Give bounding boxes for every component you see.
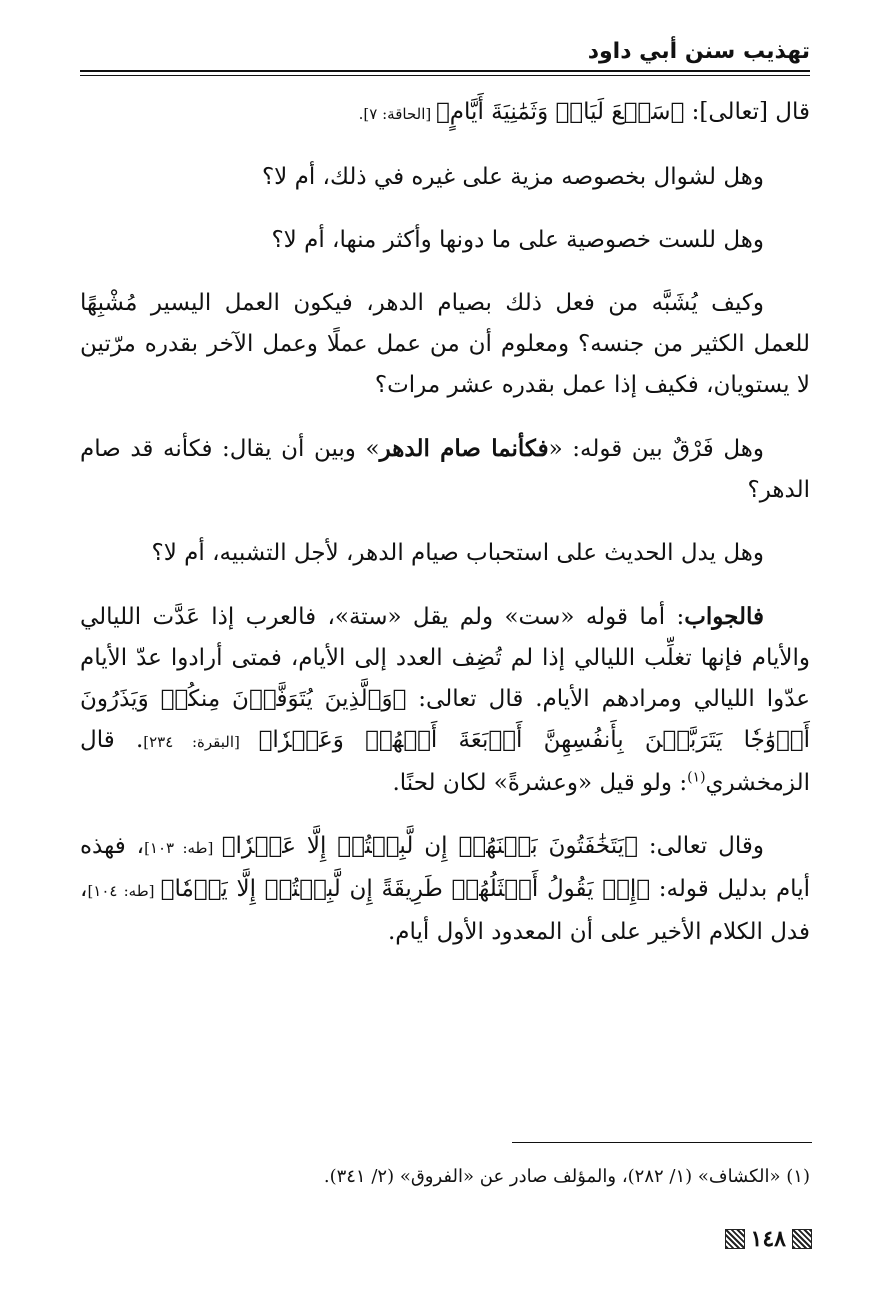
ornament-icon [792,1229,812,1249]
answer-heading: فالجواب [684,603,764,630]
text-run: ، فدل الكلام الأخير على أن المعدود الأول أيام. [80,876,810,945]
paragraph-4: وكيف يُشَبَّه من فعل ذلك بصيام الدهر، فيكون العمل اليسير مُشْبِهًا للعمل الكثير من جنسه؟ ومعلوم أن من عمل عملًا وعمل الآخر بقدره مرّتين لا يستويان، فكيف إذا عمل بقدره عشر مرات؟ [80,290,810,398]
footnote-rule [512,1142,812,1143]
page-number [725,1226,812,1252]
hadith-quote: فكأنما صام الدهر [379,435,549,462]
footnote-marker[interactable]: (١) [687,769,706,786]
paragraph-6: وهل يدل الحديث على استحباب صيام الدهر، لأجل التشبيه، أم لا؟ [151,540,764,566]
paragraph-1 [80,92,810,135]
header-rule [80,70,810,76]
verse-reference: [الحاقة: ٧]. [358,105,436,123]
quran-verse: ﴿يَتَخَٰفَتُونَ بَيۡنَهُمۡ إِن لَّبِثۡتُمۡ إِلَّا عَشۡرٗا﴾ [221,833,638,859]
quran-verse: ﴿إِذۡ يَقُولُ أَمۡثَلُهُمۡ طَرِيقَةً إِن لَّبِثۡتُمۡ إِلَّا يَوۡمٗا﴾ [160,876,651,902]
footnote-1: (١) «الكشاف» (١/ ٢٨٢)، والمؤلف صادر عن «الفروق» (٢/ ٣٤١). [323,1166,810,1187]
text-run: : ولو قيل «وعشرةً» لكان لحنًا. [392,770,688,796]
ornament-icon [725,1229,745,1249]
text-run: قال [تعالى]: [684,99,810,125]
text-run: ، فهذه أيام بدليل قوله: [80,833,810,902]
text-run: وقال تعالى: [637,833,764,859]
verse-reference: [البقرة: ٢٣٤] [143,733,259,751]
page-number-value: ١٤٨ [750,1226,786,1252]
paragraph-8 [80,826,810,953]
text-run: : أما قوله «ست» ولم يقل «ستة»، فالعرب إذا عَدَّت الليالي والأيام فإنها تغلِّب الليالي إذا لم تُضِف العدد إلى الأيام، فمتى أرادوا عدّ الأيام عدّوا الليالي ومرادهم الأيام. قال تعالى: [80,604,810,712]
quran-verse: ﴿سَبۡعَ لَيَالٖ وَثَمَٰنِيَةَ أَيَّامٍ﴾ [436,99,685,125]
paragraph-7 [80,596,810,804]
paragraph-2: وهل لشوال بخصوصه مزية على غيره في ذلك، أم لا؟ [261,164,764,190]
paragraph-3: وهل للست خصوصية على ما دونها وأكثر منها، أم لا؟ [271,227,764,253]
quran-verse: ﴿وَٱلَّذِينَ يُتَوَفَّوۡنَ مِنكُمۡ وَيَذَرُونَ أَزۡوَٰجٗا يَتَرَبَّصۡنَ بِأَنفُسِهِنَّ أَرۡبَعَةَ أَشۡهُرٖ وَعَشۡرٗا﴾ [80,686,810,753]
verse-reference: [طه: ١٠٤] [87,882,161,900]
verse-reference: [طه: ١٠٣] [144,839,222,857]
text-run: » وبين أن يقال: فكأنه قد صام الدهر؟ [80,436,810,503]
text-run: وهل فَرْقٌ بين قوله: « [548,436,764,462]
running-title: تهذيب سنن أبي داود [587,39,810,64]
paragraph-5 [80,428,810,511]
text-run: . قال الزمخشري [80,727,810,796]
main-text [80,92,810,975]
